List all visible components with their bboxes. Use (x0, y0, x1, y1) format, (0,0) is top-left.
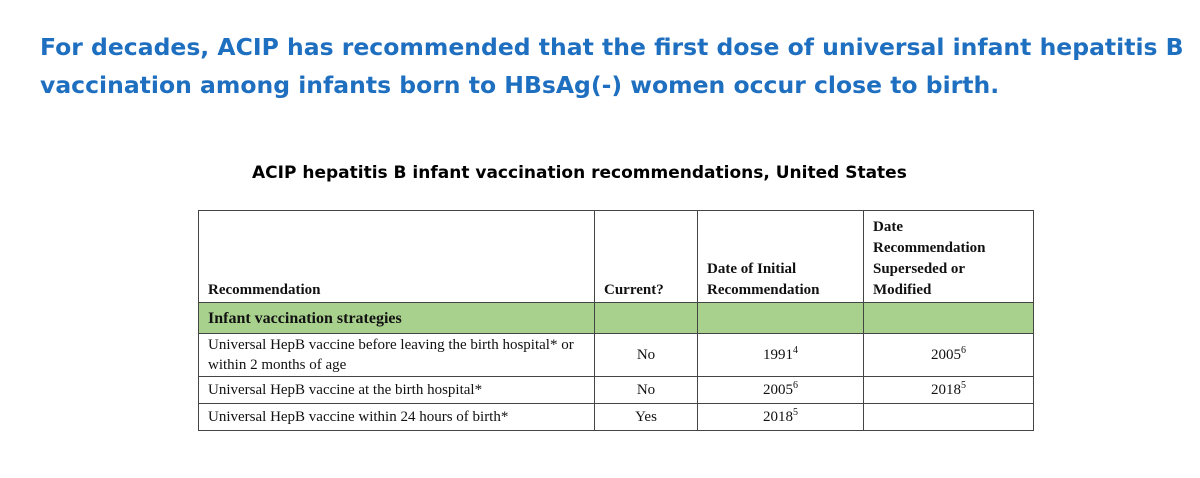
section-label: Infant vaccination strategies (199, 303, 595, 334)
row-recommendation: Universal HepB vaccine within 24 hours of birth* (199, 404, 595, 431)
header-superseded-line1: Date (873, 219, 903, 235)
header-initial-date-line1: Date of Initial (707, 261, 797, 277)
header-initial-date-line2: Recommendation (707, 282, 820, 298)
row-superseded-date (864, 404, 1034, 431)
section-empty-cell (864, 303, 1034, 334)
headline: For decades, ACIP has recommended that the first dose of universal infant hepatitis B vaccination among infants born to HBsAg(-) women occur close to birth. (40, 33, 1184, 99)
table-row (199, 334, 1034, 377)
section-empty-cell (698, 303, 864, 334)
row-initial-date (698, 377, 864, 404)
superseded-ref: 6 (961, 345, 966, 356)
header-superseded-line3: Superseded or (873, 261, 966, 277)
row-recommendation: Universal HepB vaccine at the birth hospital* (199, 377, 595, 404)
section-row (199, 303, 1034, 334)
header-recommendation: Recommendation (199, 211, 595, 303)
row-superseded-date (864, 377, 1034, 404)
row-current: No (595, 377, 698, 404)
superseded-year: 2005 (931, 347, 961, 363)
superseded-ref: 5 (961, 379, 966, 391)
header-superseded-line2: Recommendation (873, 240, 986, 256)
header-superseded-line4: Modified (873, 282, 932, 298)
initial-year: 2018 (763, 408, 793, 425)
row-current: No (595, 334, 698, 377)
header-current: Current? (595, 211, 698, 303)
row-recommendation: Universal HepB vaccine before leaving the birth hospital* or within 2 months of age (199, 334, 595, 377)
section-empty-cell (595, 303, 698, 334)
row-initial-date (698, 334, 864, 377)
initial-ref: 5 (793, 406, 798, 418)
row-current: Yes (595, 404, 698, 431)
table-header-row (199, 211, 1034, 303)
initial-ref: 6 (793, 379, 798, 391)
table-row (199, 404, 1034, 431)
table-title: ACIP hepatitis B infant vaccination recommendations, United States (252, 163, 907, 183)
table-row (199, 377, 1034, 404)
header-superseded-date (864, 211, 1034, 303)
header-initial-date (698, 211, 864, 303)
row-superseded-date (864, 334, 1034, 377)
row-initial-date (698, 404, 864, 431)
superseded-year: 2018 (931, 381, 961, 398)
initial-year: 2005 (763, 381, 793, 398)
initial-ref: 4 (793, 345, 798, 356)
recommendations-table (198, 210, 1034, 431)
initial-year: 1991 (763, 347, 793, 363)
